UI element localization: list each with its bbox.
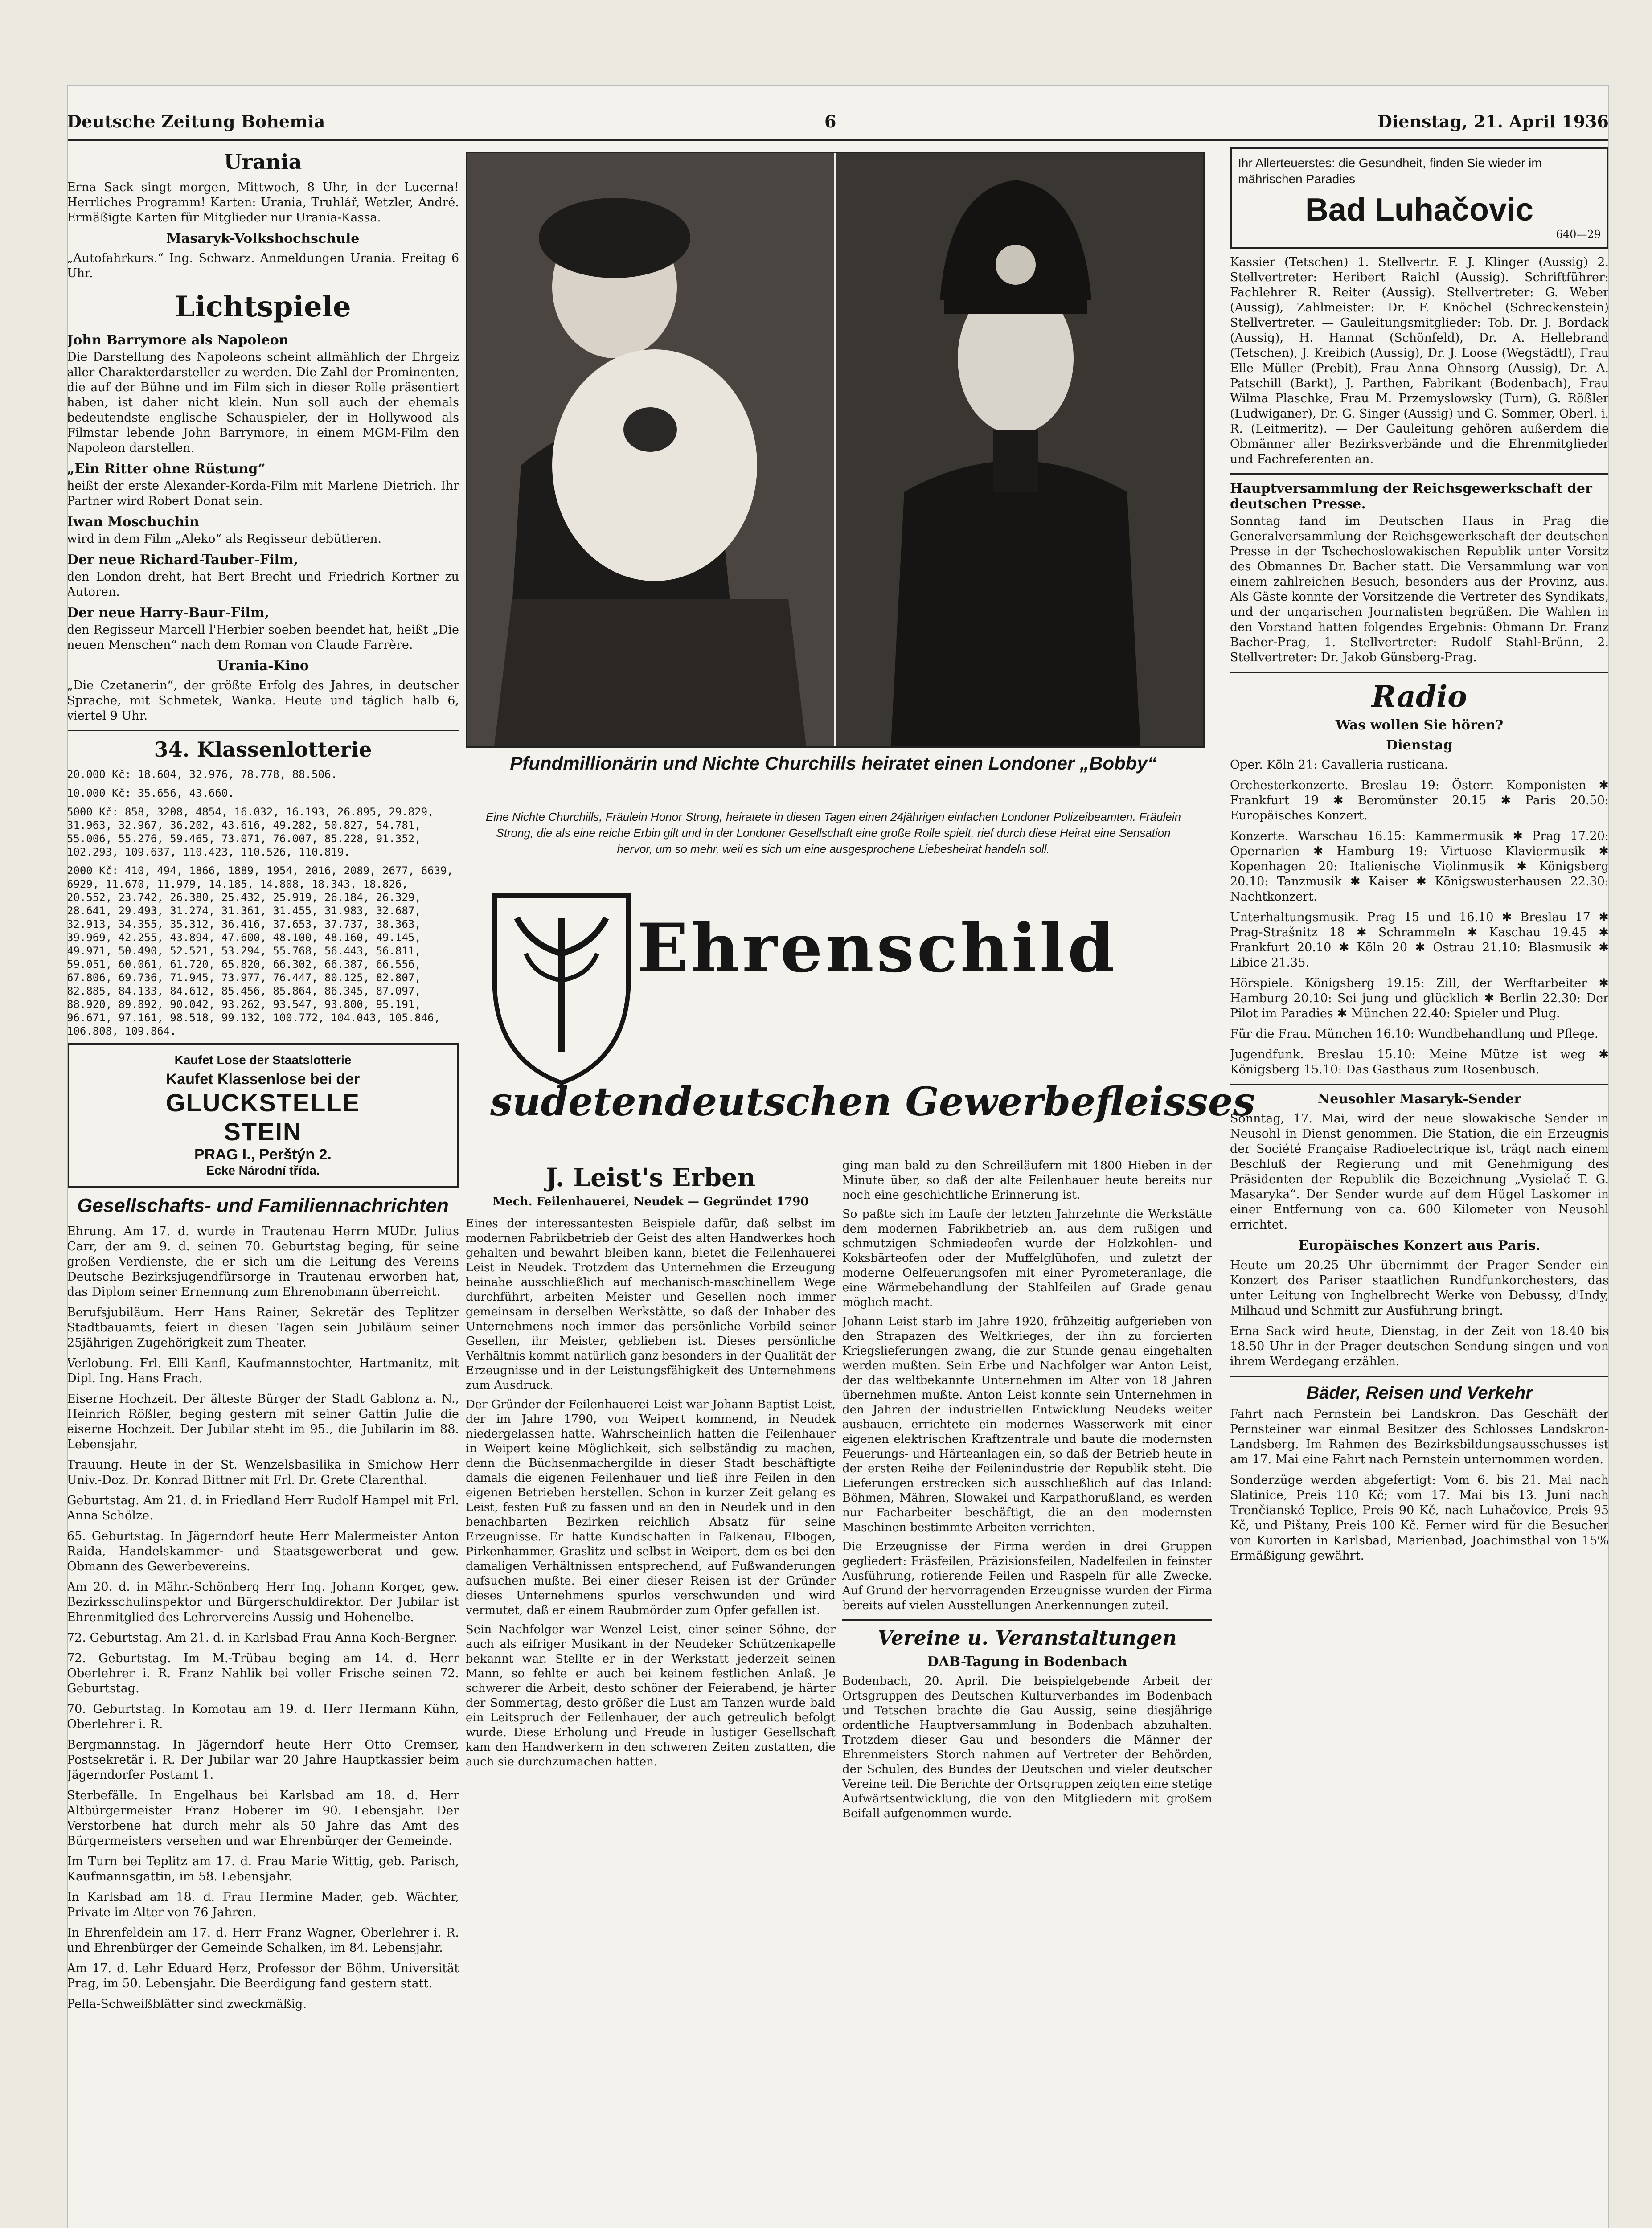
divider bbox=[1230, 1084, 1609, 1085]
radio-line: Hörspiele. Königsberg 19.15: Zill, der Werftarbeiter ✱ Hamburg 20.10: Sei jung und glücklich ✱ Berlin 22.30: Der Pilot im Paradies ✱ München 22.40: Spieler und Plug. bbox=[1230, 976, 1609, 1020]
article-para: So paßte sich im Laufe der letzten Jahrzehnte die Werkstätte dem modernen Fabrikbetrieb an, aus dem rußigen und schmutzigen Schmiedeofen wurde der Holzkohlen- und Koksbärteofen oder der Muffelglühofen, und zuletzt der moderne Oelfeuerungsofen mit einer Pyrometeranlage, die eine Wärmebehandlung der Stahlfeilen auf Grade genau möglich macht. bbox=[842, 1208, 1212, 1309]
photo-caption-text: Eine Nichte Churchills, Fräulein Honor Strong, heiratete in diesen Tagen einen 24jährigen einfachen Londoner Polizeibeamten. Fräulein Strong, die als eine reiche Erbin gilt und in der Londoner Gesellschaft eine große Rolle spielt, rief durch diese Heirat eine Sensation hervor, um so mehr, weil es sich um eine ausgesprochene Liebesheirat handeln soll. bbox=[485, 810, 1181, 856]
article-para: ging man bald zu den Schreiläufern mit 1800 Hieben in der Minute über, so daß der alte Feilenhauer heute bereits nur noch eine geschichtliche Erinnerung ist. bbox=[842, 1159, 1212, 1202]
firm-subtitle: Mech. Feilenhauerei, Neudek — Gegründet 1790 bbox=[492, 1195, 809, 1208]
radio-line: Unterhaltungsmusik. Prag 15 und 16.10 ✱ Breslau 17 ✱ Prag-Strašnitz 18 ✱ Schrammeln ✱ Kaschau 19.45 ✱ Frankfurt 20.10 ✱ Köln 20 ✱ Ostrau 21.10: Blasmusik ✱ Libice 21.35. bbox=[1230, 910, 1609, 970]
haupt-text: Sonntag fand im Deutschen Haus in Prag die Generalversammlung der Reichsgewerkschaft der deutschen Presse in der Tschechoslowakischen Republik unter Vorsitz des Obmannes Dr. Bacher statt. Die Versammlung war von einem zahlreichen Besuch, besonders aus der Provinz, aus. Als Gäste konnte der Vorsitzende die Vertreter des Syndikats, und der ungarischen Journalisten begrüßen. Die Wahlen in den Vorstand hatten folgendes Ergebnis: Obmann Dr. Franz Bacher-Prag, 1. Stellvertreter: Rudolf Stahl-Brünn, 2. Stellvertreter: Dr. Jakob Günsberg-Prag. bbox=[1230, 514, 1609, 664]
lotterie-line: 2000 Kč: 410, 494, 1866, 1889, 1954, 2016, 2089, 2677, 6639, 6929, 11.670, 11.979, 14.185, 14.808, 18.343, 18.826, 20.552, 23.742, 26.380, 25.432, 25.919, 26.184, 26.329, 28.641, 29.493, 31.274, 31.361, 31.455, 31.983, 32.687, 32.913, 34.355, 35.312, 36.416, 37.653, 37.737, 38.363, 39.969, 42.255, 43.894, 47.600, 48.100, 48.160, 49.145, 49.971, 50.490, 52.521, 53.294, 55.768, 56.443, 56.811, 59.051, 60.061, 61.720, 65.820, 66.302, 66.387, 66.556, 67.806, 69.736, 71.945, 73.977, 76.447, 80.125, 82.807, 82.885, 84.133, 84.612, 85.456, 85.864, 86.345, 87.097, 88.920, 89.892, 90.042, 93.262, 93.547, 93.800, 95.191, 96.671, 97.161, 98.518, 99.132, 100.772, 104.043, 105.846, 106.808, 109.864. bbox=[67, 864, 453, 1037]
gesell-para: Am 20. d. in Mähr.-Schönberg Herr Ing. Johann Korger, gew. Bezirksschulinspektor und Bürgerschuldirektor. Der Jubilar ist Ehrenmitglied des Lehrervereins Aussig und Hohenelbe. bbox=[67, 1580, 459, 1624]
lotterie-list bbox=[67, 768, 459, 1038]
baur-head: Der neue Harry-Baur-Film, bbox=[67, 605, 270, 621]
baur-text: den Regisseur Marcell l'Herbier soeben beendet hat, heißt „Die neuen Menschen“ nach dem Roman von Claude Farrère. bbox=[67, 623, 459, 652]
article-right-column bbox=[842, 1159, 1212, 2228]
neusohl-text: Sonntag, 17. Mai, wird der neue slowakische Sender in Neusohl in Dienst genommen. Die Station, die ein Erzeugnis der Société Française Radioelectrique ist, trägt nach einem Beschluß der Regierung und mit Genehmigung des Präsidenten der Republik die Bezeichnung „Vysielač T. G. Masaryka“. Der Sender wurde auf dem Hügel Laskomer in einer Entfernung von ca. 600 Kilometer von Neusohl errichtet. bbox=[1230, 1112, 1609, 1232]
article-para: Sein Nachfolger war Wenzel Leist, einer seiner Söhne, der auch als eifriger Musikant in der Neudeker Schützenkapelle bekannt war. Stellte er in der Werkstatt jederzeit seinen Mann, so fehlte er auch bei keinem festlichen Anlaß. Je schwerer die Arbeit, desto schöner der Feierabend, je härter der Sommertag, desto größer die Lust am Tanzen wurde bald ein Leitspruch der Feilenhauer, der auch getreulich befolgt wurde. Diese Erholung und Freude in lustiger Gesellschaft kam den Handwerkern in den schweren Zeiten zustatten, die auch sie durchzumachen hatten. bbox=[466, 1623, 836, 1769]
radio-line: Für die Frau. München 16.10: Wundbehandlung und Pflege. bbox=[1230, 1027, 1599, 1041]
ehrenschild-banner bbox=[490, 891, 1255, 1150]
news-photo bbox=[466, 152, 1205, 748]
barrymore-head: John Barrymore als Napoleon bbox=[67, 332, 289, 348]
vereine-title: Vereine u. Veranstaltungen bbox=[877, 1627, 1177, 1650]
ehrenschild-title: Ehrenschild bbox=[637, 909, 1117, 987]
gesell-para: Im Turn bei Teplitz am 17. d. Frau Marie Wittig, geb. Parisch, Kaufmannsgattin, im 58. Lebensjahr. bbox=[67, 1855, 459, 1884]
barrymore-text: Die Darstellung des Napoleons scheint allmählich der Ehrgeiz aller Charakterdarsteller zu werden. Die Zahl der Prominenten, die auf der Bühne und im Film sich in dieser Rolle präsentiert haben, ist daher nicht klein. Nun soll auch der ehemals bedeutendste englische Schauspieler, der in Hollywood als Filmstar lebende John Barrymore, in einem MGM-Film den Napoleon darstellen. bbox=[67, 350, 459, 455]
gesell-para: 65. Geburtstag. In Jägerndorf heute Herr Malermeister Anton Raida, Handelskammer- und Staatsgewerberat und gew. Obmann des Gewerbevereins. bbox=[67, 1529, 459, 1573]
gesell-para: In Ehrenfeldein am 17. d. Herr Franz Wagner, Oberlehrer i. R. und Ehrenbürger der Gemeinde Schalken, im 84. Lebensjahr. bbox=[67, 1926, 459, 1955]
gesell-para: Pella-Schweißblätter sind zweckmäßig. bbox=[67, 1997, 307, 2011]
gluck-address-2: Ecke Národní třída. bbox=[206, 1163, 320, 1177]
gesell-para: In Karlsbad am 18. d. Frau Hermine Mader, geb. Wächter, Private im Alter von 76 Jahren. bbox=[67, 1890, 459, 1919]
luhacovic-ad bbox=[1230, 147, 1609, 249]
sonder-text: Sonderzüge werden abgefertigt: Vom 6. bis 21. Mai nach Slatinice, Preis 110 Kč; vom 17. Mai bis 13. Juni nach Trenčianské Teplice, Preis 90 Kč, nach Luhačovice, Preis 95 Kč, und Pištany, Preis 100 Kč. Ferner wird für die Besucher von Kurorten in Karlsbad, Marienbad, Joachimsthal von 15% Ermäßigung gewährt. bbox=[1230, 1473, 1609, 1563]
luha-top-text: Ihr Allerteuerstes: die Gesundheit, finden Sie wieder im mährischen Paradies bbox=[1238, 156, 1542, 186]
kino-head: Urania-Kino bbox=[217, 658, 309, 674]
article-para: Johann Leist starb im Jahre 1920, frühzeitig aufgerieben von den Strapazen des Weltkrieges, der ihn zu forcierten Kriegslieferungen zwang, die zur Stunde genau eingehalten werden mußten. Sein Erbe und Nachfolger war Anton Leist, der das weltbekannte Unternehmen im Alter von 18 Jahren übernehmen mußte. Anton Leist konnte sein Unternehmen in den Jahren der industriellen Entwicklung Neudeks weiter ausbauen, errichtete ein modernes Wasserwerk mit einer eigenen elektrischen Kraftzentrale und baute die modernsten Feuerungs- und Härteanlagen ein, so daß der Betrieb heute in der ersten Reihe der Feilenindustrie der Republik steht. Die Lieferungen erstrecken sich ausschließlich auf das Inland: Böhmen, Mähren, Slowakei und Karpathorußland, es werden nur Facharbeiter beschäftigt, die an den modernsten Maschinen bestimmte Arbeiten verrichten. bbox=[842, 1315, 1212, 1534]
lotterie-line: 20.000 Kč: 18.604, 32.976, 78.778, 88.506. bbox=[67, 768, 337, 781]
urania-text: Erna Sack singt morgen, Mittwoch, 8 Uhr, in der Lucerna! Herrliches Programm! Karten: Urania, Truhlář, Wetzler, André. Ermäßigte Karten für Mitglieder nur Urania-Kassa. bbox=[67, 180, 459, 225]
neusohl-head: Neusohler Masaryk-Sender bbox=[1317, 1091, 1521, 1107]
page-header bbox=[67, 111, 1609, 138]
left-column bbox=[67, 147, 459, 2228]
gluck-address: PRAG I., Perštýn 2. bbox=[194, 1146, 332, 1163]
gesell-para: Trauung. Heute in der St. Wenzelsbasilika in Smichow Herr Univ.-Doz. Dr. Konrad Bittner mit Frl. Dr. Grete Clarenthal. bbox=[67, 1458, 459, 1487]
baeder-text: Fahrt nach Pernstein bei Landskron. Das Geschäft der Pernsteiner war einmal Besitzer des Schlosses Landskron-Landsberg. Im Rahmen des Bezirksbildungsausschusses ist am 17. Mai eine Fahrt nach Pernstein unternommen worden. bbox=[1230, 1407, 1609, 1466]
radio-line: Jugendfunk. Breslau 15.10: Meine Mütze ist weg ✱ Königsberg 15.10: Das Gasthaus zum Rosenbusch. bbox=[1230, 1048, 1609, 1077]
radio-title: Radio bbox=[1371, 679, 1468, 714]
baeder-title: Bäder, Reisen und Verkehr bbox=[1306, 1383, 1533, 1403]
radio-line: Orchesterkonzerte. Breslau 19: Österr. Komponisten ✱ Frankfurt 19 ✱ Beromünster 20.15 ✱ Paris 20.50: Europäisches Konzert. bbox=[1230, 778, 1609, 823]
kaufet-line-2: Kaufet Klassenlose bei der bbox=[166, 1071, 360, 1088]
lotterie-line: 10.000 Kč: 35.656, 43.660. bbox=[67, 787, 234, 799]
gesell-para: Sterbefälle. In Engelhaus bei Karlsbad am 18. d. Herr Altbürgermeister Franz Hoberer im 90. Lebensjahr. Der Verstorbene hat durch mehr als 50 Jahre das Amt des Bürgermeisters versehen und war Ehrenbürger der Gemeinde. bbox=[67, 1789, 459, 1848]
article-para: Die Erzeugnisse der Firma werden in drei Gruppen gegliedert: Fräsfeilen, Präzisionsfeilen, Nadelfeilen in feinster Ausführung, rotierende Feilen und Raspeln für alle Zwecke. Auf Grund der hervorragenden Erzeugnisse wurden der Firma bereits auf vielen Ausstellungen Anerkennungen zuteil. bbox=[842, 1540, 1212, 1612]
kino-text: „Die Czetanerin“, der größte Erfolg des Jahres, in deutscher Sprache, mit Schmetek, Wanka. Heute und täglich halb 6, viertel 9 Uhr. bbox=[67, 679, 459, 723]
masaryk-text: „Autofahrkurs.“ Ing. Schwarz. Anmeldungen Urania. Freitag 6 Uhr. bbox=[67, 251, 459, 280]
divider bbox=[1230, 672, 1609, 673]
radio-line: Konzerte. Warschau 16.15: Kammermusik ✱ Prag 17.20: Opernarien ✱ Hamburg 19: Virtuose Klaviermusik ✱ Kopenhagen 20: Italienische Violinmusik ✱ Königsberg 20.10: Tanzmusik ✱ Kaiser ✱ Königswusterhausen 22.30: Nachtkonzert. bbox=[1230, 829, 1609, 904]
euro-head: Europäisches Konzert aus Paris. bbox=[1298, 1238, 1541, 1253]
article-para: Eines der interessantesten Beispiele dafür, daß selbst im modernen Fabrikbetrieb der Geist des alten Handwerkes hoch gehalten und bewahrt bleiben kann, bietet die Feilenhauerei Leist in Neudek. Trotzdem das Unternehmen die Erzeugung beinahe ausschließlich auf mechanisch-maschinellem Wege durchführt, arbeiten Meister und Gesellen noch immer gemeinsam in derselben Werkstätte, so daß der Inhaber des Unternehmens noch immer das persönliche Vorbild seiner Gesellen, ihr Meister, geblieben ist. Dieses persönliche Verhältnis kommt natürlich ganz besonders in der Qualität der Erzeugnisse und in der Leistungsfähigkeit des Unternehmens zum Ausdruck. bbox=[466, 1217, 836, 1392]
lotterie-line: 5000 Kč: 858, 3208, 4854, 16.032, 16.193, 26.895, 29.829, 31.963, 32.967, 36.202, 43.616, 49.282, 50.827, 54.781, 55.006, 55.276, 59.465, 73.071, 76.007, 85.228, 91.352, 102.293, 109.637, 110.423, 110.526, 110.819. bbox=[67, 806, 434, 858]
tauber-text: den London dreht, hat Bert Brecht und Friedrich Kortner zu Autoren. bbox=[67, 570, 459, 599]
iwan-head: Iwan Moschuchin bbox=[67, 514, 199, 530]
verein-text: Kassier (Tetschen) 1. Stellvertr. F. J. Klinger (Aussig) 2. Stellvertreter: Heribert Raichl (Aussig). Schriftführer: Fachlehrer R. Reiter (Aussig). Stellvertreter: G. Weber (Aussig), Zahlmeister: Dr. F. Knöchel (Schreckenstein) Stellvertreter. — Gauleitungsmitglieder: Tob. Dr. J. Bordack (Aussig), H. Hannat (Schönfeld), Dr. A. Hellebrand (Tetschen), J. Kreibich (Aussig), Dr. J. Loose (Wegstädtl), Frau Elle Müller (Prebit), Frau Anna Ohnsorg (Aussig), Dr. A. Patschill (Barkt), J. Parthen, Fabrikant (Bodenbach), Frau Wilma Plaschke, Frau M. Przemyslowsky (Turn), G. Rößler (Ludwiganer), Dr. G. Singer (Aussig) und G. Sommer, Oberl. i. R. (Leitmeritz). — Der Gauleitung gehören außerdem die Obmänner aller Bezirksverbände und die Ehrenmitglieder und Fachreferenten an. bbox=[1230, 255, 1609, 466]
luha-code: 640—29 bbox=[1556, 228, 1601, 241]
divider bbox=[1230, 1376, 1609, 1377]
paper-name: Deutsche Zeitung Bohemia bbox=[67, 111, 325, 131]
gesell-para: Eiserne Hochzeit. Der älteste Bürger der Stadt Gablonz a. N., Heinrich Rößler, beging gestern mit seiner Gattin Julie die eiserne Hochzeit. Der Jubilar steht im 95., die Jubilarin im 88. Lebensjahr. bbox=[67, 1392, 459, 1451]
gesell-para: Berufsjubiläum. Herr Hans Rainer, Sekretär des Teplitzer Stadtbauamts, feiert in diesen Tagen sein Jubiläum seiner 25jährigen Zugehörigkeit zum Theater. bbox=[67, 1306, 459, 1350]
header-rule bbox=[67, 139, 1609, 141]
erna-text: Erna Sack wird heute, Dienstag, in der Zeit von 18.40 bis 18.50 Uhr in der Prager deutschen Sendung singen und von ihrem Werdegang erzählen. bbox=[1230, 1324, 1609, 1368]
divider bbox=[842, 1619, 1212, 1621]
ehrenschild-subtitle: sudetendeutschen Gewerbefleisses bbox=[490, 1078, 1255, 1125]
tauber-head: Der neue Richard-Tauber-Film, bbox=[67, 552, 299, 568]
gesell-para: 72. Geburtstag. Am 21. d. in Karlsbad Frau Anna Koch-Bergner. bbox=[67, 1631, 457, 1645]
vereine-subtitle: DAB-Tagung in Bodenbach bbox=[927, 1654, 1127, 1670]
lotterie-title: 34. Klassenlotterie bbox=[154, 737, 372, 762]
page-number: 6 bbox=[824, 111, 836, 131]
luha-name: Bad Luhačovic bbox=[1305, 192, 1534, 228]
radio-day: Dienstag bbox=[1386, 737, 1453, 753]
gesell-para: 70. Geburtstag. In Komotau am 19. d. Herr Hermann Kühn, Oberlehrer i. R. bbox=[67, 1702, 459, 1731]
ritter-head: „Ein Ritter ohne Rüstung“ bbox=[67, 461, 266, 477]
urania-title: Urania bbox=[224, 150, 302, 174]
gesell-para: Bergmannstag. In Jägerndorf heute Herr Otto Cremser, Postsekretär i. R. Der Jubilar war 20 Jahre Hauptkassier beim Jägerndorfer Postamt 1. bbox=[67, 1738, 459, 1782]
photo-illustration bbox=[467, 153, 1203, 746]
gesell-para: Verlobung. Frl. Elli Kanfl, Kaufmannstochter, Hartmanitz, mit Dipl. Ing. Hans Frach. bbox=[67, 1356, 459, 1385]
radio-line: Oper. Köln 21: Cavalleria rusticana. bbox=[1230, 758, 1448, 772]
gesell-para: Geburtstag. Am 21. d. in Friedland Herr Rudolf Hampel mit Frl. Anna Schölze. bbox=[67, 1494, 459, 1523]
lichtspiele-title: Lichtspiele bbox=[175, 290, 351, 324]
radio-question: Was wollen Sie hören? bbox=[1335, 717, 1504, 733]
gluckstelle-ad bbox=[67, 1043, 459, 1188]
masaryk-title: Masaryk-Volkshochschule bbox=[166, 231, 360, 246]
ritter-text: heißt der erste Alexander-Korda-Film mit Marlene Dietrich. Ihr Partner wird Robert Donat sein. bbox=[67, 479, 459, 508]
gesell-para: 72. Geburtstag. Im M.-Trübau beging am 14. d. Herr Oberlehrer i. R. Franz Nahlik bei voller Frische seinen 72. Geburtstag. bbox=[67, 1651, 459, 1696]
shield-icon bbox=[490, 891, 633, 1087]
gluck-name-1: GLUCKSTELLE bbox=[166, 1089, 360, 1117]
divider bbox=[67, 730, 459, 731]
vereine-text: Bodenbach, 20. April. Die beispielgebende Arbeit der Ortsgruppen des Deutschen Kulturverbandes im Bodenbach und Tetschen brachte die Gau Aussig, seine diesjährige ordentliche Hauptversammlung in Bodenbach abzuhalten. Trotzdem dieser Gau und besonders die Männer der Ehrenmeisters Storch nahmen auf Vertreter der Behörden, der Schulen, des Bundes der Deutschen und vieler deutscher Vereine teil. Die Berichte der Ortsgruppen zeigten eine stetige Aufwärtsentwicklung, die von den Mitgliedern mit großem Beifall aufgenommen wurde. bbox=[842, 1675, 1212, 1820]
haupt-head: Hauptversammlung der Reichsgewerkschaft der deutschen Presse. bbox=[1230, 481, 1592, 512]
gesell-para: Am 17. d. Lehr Eduard Herz, Professor der Böhm. Universität Prag, im 50. Lebensjahr. Die Beerdigung fand gestern statt. bbox=[67, 1962, 459, 1990]
article-para: Der Gründer der Feilenhauerei Leist war Johann Baptist Leist, der im Jahre 1790, von Weipert kommend, in Neudek niedergelassen hatte. Wahrscheinlich hatten die Feilenhauer in Weipert keine Möglichkeit, sich selbständig zu machen, denn die Büchsenmachergilde in dieser Stadt beschäftigte damals die eigenen Feilenhauer und ließ ihre Feilen in den eigenen Betrieben herstellen. Schon in kurzer Zeit gelang es Leist, festen Fuß zu fassen und an den in Neudek und in den benachbarten Bezirken reichlich Absatz für seine Erzeugnisse. Er hatte Kundschaften in Falkenau, Elbogen, Pirkenhammer, Graslitz und selbst in Weipert, dem es bei den damaligen Verhältnissen entsprechend, auf Fußwanderungen aufsuchen mußte. Bei einer dieser Reisen ist der Gründer dieses Unternehmens spurlos verschwunden und wird vermutet, daß er einem Raubmörder zum Opfer gefallen ist. bbox=[466, 1398, 836, 1617]
divider bbox=[1230, 473, 1609, 475]
right-column bbox=[1230, 147, 1609, 2228]
gesell-title: Gesellschafts- und Familiennachrichten bbox=[77, 1195, 449, 1216]
iwan-text: wird in dem Film „Aleko“ als Regisseur debütieren. bbox=[67, 532, 382, 546]
gesell-para: Ehrung. Am 17. d. wurde in Trautenau Herrn MUDr. Julius Carr, der am 9. d. seinen 70. Geburtstag beging, für seine großen Verdienste, die er sich um die Leitung des Vereins Deutsche Bezirksjugendfürsorge in Trautenau erworben hat, das Diplom seiner Ernennung zum Ehrenobmann überreicht. bbox=[67, 1225, 459, 1299]
gluck-name-2: STEIN bbox=[224, 1118, 302, 1146]
kaufet-line-1: Kaufet Lose der Staatslotterie bbox=[174, 1053, 352, 1067]
issue-date: Dienstag, 21. April 1936 bbox=[1377, 111, 1609, 131]
euro-text: Heute um 20.25 Uhr übernimmt der Prager Sender ein Konzert des Pariser staatlichen Rundfunkorchesters, das unter Leitung von Inghelbrecht Werke von Debussy, d'Indy, Milhaud und Schmitt zur Ausführung bringt. bbox=[1230, 1258, 1609, 1318]
article-left-column bbox=[466, 1159, 836, 2228]
photo-caption-title: Pfundmillionärin und Nichte Churchills heiratet einen Londoner „Bobby“ bbox=[510, 753, 1157, 774]
firm-title: J. Leist's Erben bbox=[545, 1163, 756, 1192]
